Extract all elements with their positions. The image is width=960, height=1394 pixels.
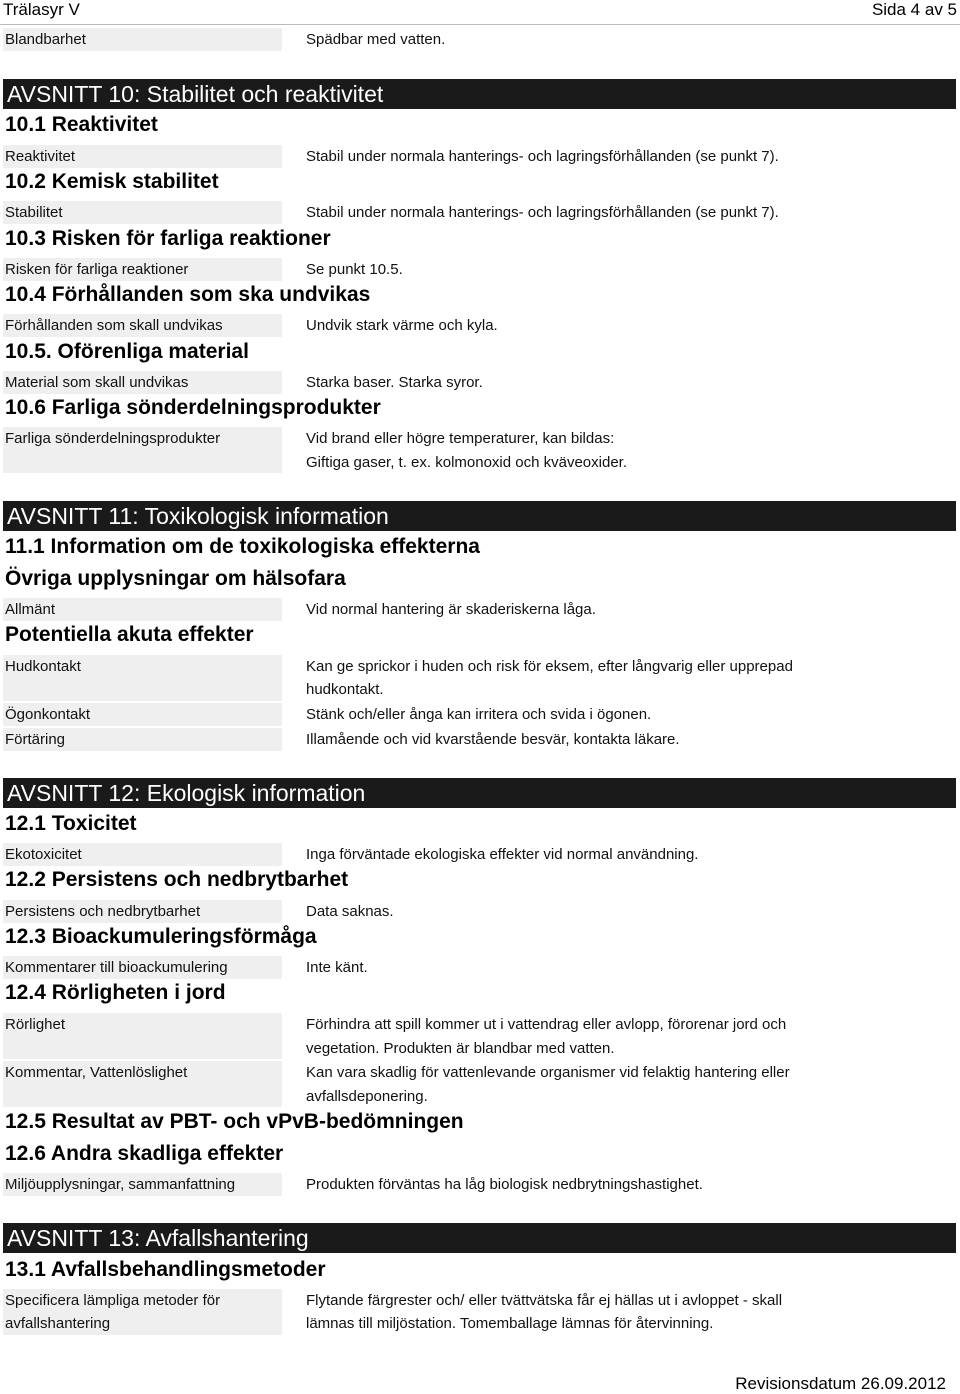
row-value: Se punkt 10.5. xyxy=(306,261,403,278)
row-value: Stabil under normala hanterings- och lagringsförhållanden (se punkt 7). xyxy=(306,204,779,221)
page-header xyxy=(0,0,960,25)
row-value: Stänk och/eller ånga kan irritera och svida i ögonen. xyxy=(306,706,652,723)
row-label: Allmänt xyxy=(3,598,282,621)
row-value: Undvik stark värme och kyla. xyxy=(306,317,498,334)
row-value: vegetation. Produkten är blandbar med vatten. xyxy=(306,1040,615,1057)
subsection-heading: 12.2 Persistens och nedbrytbarhet xyxy=(5,868,349,891)
row-label: Ekotoxicitet xyxy=(3,843,282,866)
row-label: Risken för farliga reaktioner xyxy=(3,258,282,281)
row-label: Hudkontakt xyxy=(3,655,282,701)
row-value: lämnas till miljöstation. Tomemballage lämnas för återvinning. xyxy=(306,1315,714,1332)
subsection-heading: 10.4 Förhållanden som ska undvikas xyxy=(5,283,371,306)
row-label: Kommentarer till bioackumulering xyxy=(3,956,282,979)
row-label: Reaktivitet xyxy=(3,145,282,168)
section-12-banner: AVSNITT 12: Ekologisk information xyxy=(3,778,956,808)
section-11-banner: AVSNITT 11: Toxikologisk information xyxy=(3,501,956,531)
subsection-heading: 12.3 Bioackumuleringsförmåga xyxy=(5,925,317,948)
product-name: Trälasyr V xyxy=(3,0,80,19)
row-value: Inte känt. xyxy=(306,959,368,976)
row-label: Farliga sönderdelningsprodukter xyxy=(3,427,282,473)
row-value: hudkontakt. xyxy=(306,681,384,698)
subsection-heading: 12.4 Rörligheten i jord xyxy=(5,981,226,1004)
subsection-heading: 10.3 Risken för farliga reaktioner xyxy=(5,227,331,250)
row-value: Inga förväntade ekologiska effekter vid normal användning. xyxy=(306,846,699,863)
row-value: Produkten förväntas ha låg biologisk nedbrytningshastighet. xyxy=(306,1176,703,1193)
row-value: Spädbar med vatten. xyxy=(306,31,446,48)
row-value: Kan ge sprickor i huden och risk för eksem, efter långvarig eller upprepad xyxy=(306,658,793,675)
subsection-heading: 10.1 Reaktivitet xyxy=(5,113,158,136)
row-label: Persistens och nedbrytbarhet xyxy=(3,900,282,923)
row-value: Giftiga gaser, t. ex. kolmonoxid och kväveoxider. xyxy=(306,454,627,471)
row-label: Kommentar, Vattenlöslighet xyxy=(3,1061,282,1107)
row-label: Blandbarhet xyxy=(3,28,282,51)
subsection-heading: 12.6 Andra skadliga effekter xyxy=(5,1142,284,1165)
row-value: Flytande färgrester och/ eller tvättvätska får ej hällas ut i avloppet - skall xyxy=(306,1292,783,1309)
subsection-heading: 12.5 Resultat av PBT- och vPvB-bedömningen xyxy=(5,1110,464,1133)
row-label: Miljöupplysningar, sammanfattning xyxy=(3,1173,282,1196)
row-label: Stabilitet xyxy=(3,201,282,224)
subsection-heading: 12.1 Toxicitet xyxy=(5,812,137,835)
subsection-heading: 10.6 Farliga sönderdelningsprodukter xyxy=(5,396,381,419)
row-value: Vid normal hantering är skaderiskerna låga. xyxy=(306,601,596,618)
subsection-heading: 10.2 Kemisk stabilitet xyxy=(5,170,219,193)
revision-date: Revisionsdatum 26.09.2012 xyxy=(735,1374,946,1393)
subsection-heading: 11.1 Information om de toxikologiska effekterna xyxy=(5,535,480,558)
row-value: Illamående och vid kvarstående besvär, kontakta läkare. xyxy=(306,731,680,748)
subsection-heading: 10.5. Oförenliga material xyxy=(5,340,249,363)
row-label-line: avfallshantering xyxy=(5,1315,111,1332)
row-label: Ögonkontakt xyxy=(3,703,282,726)
row-label-line: Specificera lämpliga metoder för xyxy=(5,1292,221,1309)
subsection-heading: Potentiella akuta effekter xyxy=(5,623,254,646)
row-value: avfallsdeponering. xyxy=(306,1088,428,1105)
row-value: Data saknas. xyxy=(306,903,394,920)
section-13-banner: AVSNITT 13: Avfallshantering xyxy=(3,1223,956,1253)
row-label xyxy=(3,1289,282,1335)
page-number: Sida 4 av 5 xyxy=(871,0,957,19)
subsection-heading: Övriga upplysningar om hälsofara xyxy=(5,567,346,590)
row-value: Förhindra att spill kommer ut i vattendrag eller avlopp, förorenar jord och xyxy=(306,1016,787,1033)
row-label: Rörlighet xyxy=(3,1013,282,1059)
section-10-banner: AVSNITT 10: Stabilitet och reaktivitet xyxy=(3,79,956,109)
subsection-heading: 13.1 Avfallsbehandlingsmetoder xyxy=(5,1258,326,1281)
row-label: Material som skall undvikas xyxy=(3,371,282,394)
row-label: Förhållanden som skall undvikas xyxy=(3,314,282,337)
row-label: Förtäring xyxy=(3,728,282,751)
row-value: Starka baser. Starka syror. xyxy=(306,374,483,391)
row-value: Stabil under normala hanterings- och lagringsförhållanden (se punkt 7). xyxy=(306,148,779,165)
row-value: Vid brand eller högre temperaturer, kan bildas: xyxy=(306,430,615,447)
row-value: Kan vara skadlig för vattenlevande organismer vid felaktig hantering eller xyxy=(306,1064,790,1081)
